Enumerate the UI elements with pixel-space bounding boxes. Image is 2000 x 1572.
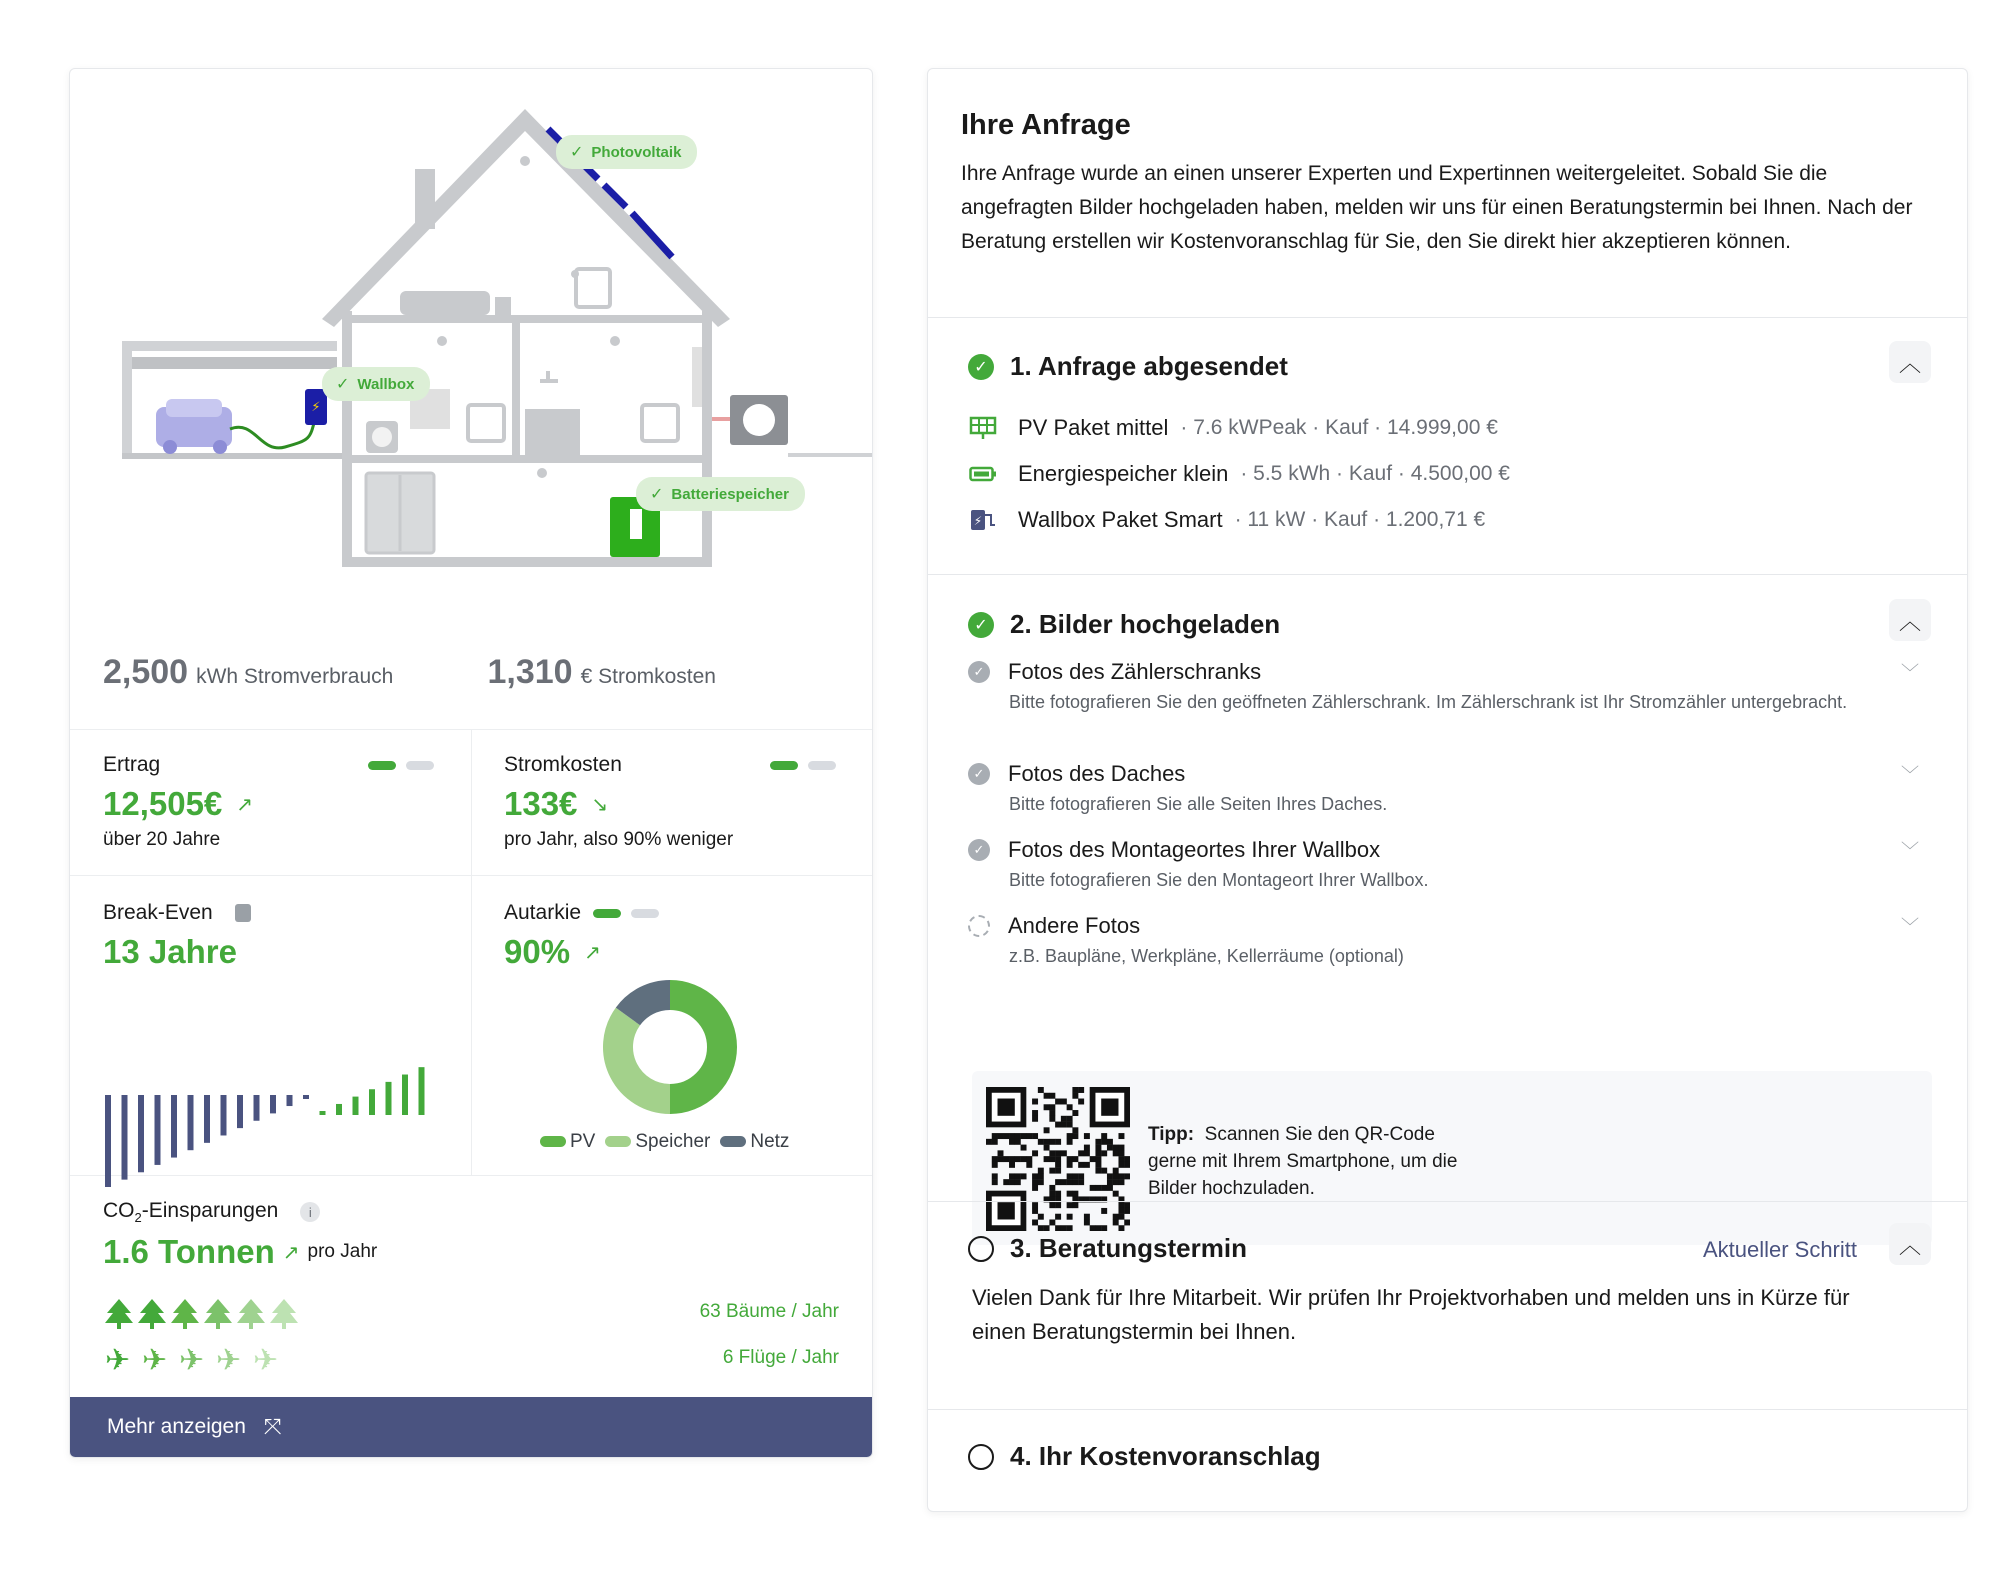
break-even-bar	[188, 1095, 194, 1150]
qr-tip-box	[972, 1071, 1932, 1245]
house-illustration	[70, 69, 873, 629]
collapse-step-1-button[interactable]	[1889, 341, 1931, 383]
stromkosten-label: Stromkosten	[504, 753, 622, 776]
savings-card	[69, 68, 873, 1458]
step-4-header[interactable]	[968, 1441, 1321, 1472]
break-even-bar	[353, 1097, 359, 1115]
empty-circle-icon	[968, 1444, 994, 1470]
break-even-bar	[386, 1082, 392, 1115]
divider	[928, 317, 1967, 318]
break-even-bar	[138, 1095, 144, 1172]
svg-text:⚡: ⚡	[311, 400, 321, 415]
photo-item-dach[interactable]	[968, 761, 1931, 818]
plane-icon: ✈	[253, 1343, 279, 1377]
stromkosten-value: 133€	[504, 785, 578, 822]
co2-per: pro Jahr	[307, 1241, 378, 1263]
check-icon: ✓	[570, 144, 584, 161]
svg-text:⚡: ⚡	[973, 514, 983, 528]
step-2-title: 2. Bilder hochgeladen	[1010, 609, 1281, 639]
step-3-header[interactable]	[968, 1233, 1247, 1264]
trend-down-icon: ↘	[591, 793, 609, 816]
step-1-title: 1. Anfrage abgesendet	[1010, 351, 1288, 381]
autarkie-legend	[540, 1131, 789, 1153]
qr-tip-text: Tipp: Scannen Sie den QR-Code gerne mit Ihrem Smartphone, um die Bilder hochzuladen.	[1148, 1124, 1458, 1199]
autarkie-value: 90%	[504, 933, 571, 970]
book-icon[interactable]	[235, 904, 251, 922]
ertrag-sub: über 20 Jahre	[103, 829, 221, 850]
usage-summary	[103, 653, 872, 713]
package-name: PV Paket mittel	[1018, 415, 1169, 440]
break-even-bar	[237, 1095, 243, 1128]
break-even-bar	[254, 1095, 260, 1121]
break-even-metric	[103, 901, 251, 971]
collapse-step-2-button[interactable]	[1889, 599, 1931, 641]
stromkosten-sub: pro Jahr, also 90% weniger	[504, 829, 734, 850]
stromkosten-toggle[interactable]	[770, 761, 836, 770]
step-1-header[interactable]	[968, 351, 1288, 382]
package-name: Wallbox Paket Smart	[1018, 507, 1223, 532]
info-icon[interactable]: i	[300, 1202, 320, 1222]
charger-icon	[968, 507, 998, 533]
trend-up-icon: ↗	[282, 1241, 300, 1264]
empty-circle-icon	[968, 1236, 994, 1262]
package-meta: · 11 kW · Kauf · 1.200,71 €	[1234, 508, 1486, 531]
divider	[471, 729, 472, 1175]
trend-up-icon: ↗	[584, 941, 601, 964]
break-even-bar	[336, 1104, 342, 1115]
chevron-down-icon[interactable]: ﹀	[1901, 663, 1919, 683]
tree-icon	[171, 1299, 199, 1329]
break-even-chart	[103, 1039, 443, 1219]
request-intro: Ihre Anfrage wurde an einen unserer Experten und Expertinnen weitergeleitet. Sobald Sie die angefragten Bilder hochgeladen haben, melden wir uns für einen Beratungstermin bei Ihnen. Nach der Beratung erstellen wir Kostenvoranschlag für Sie, den Sie direkt hier akzeptieren können.	[961, 162, 1913, 253]
legend-netz: Netz	[720, 1131, 789, 1153]
consumption-value: 2,500	[103, 653, 189, 691]
photo-item-wallbox[interactable]	[968, 837, 1931, 894]
ertrag-metric	[103, 753, 253, 851]
break-even-value: 13 Jahre	[103, 933, 237, 970]
ertrag-toggle[interactable]	[368, 761, 434, 770]
break-even-bar	[122, 1095, 128, 1180]
plane-icon: ✈	[142, 1343, 168, 1377]
step-2-header[interactable]	[968, 609, 1280, 640]
trend-up-icon: ↗	[236, 793, 254, 816]
photo-title: Fotos des Montageortes Ihrer Wallbox	[1008, 837, 1381, 862]
check-circle-icon: ✓	[968, 612, 994, 638]
autarkie-toggle[interactable]	[593, 909, 659, 918]
package-name: Energiespeicher klein	[1018, 461, 1229, 486]
cost-value: 1,310	[487, 653, 573, 691]
donut-slice-pv	[670, 995, 722, 1099]
tree-icons	[103, 1297, 303, 1331]
tree-icon	[138, 1299, 166, 1329]
autarkie-label: Autarkie	[504, 901, 582, 924]
tree-icon	[270, 1299, 298, 1329]
break-even-bar	[303, 1095, 309, 1099]
tree-icon	[204, 1299, 232, 1329]
break-even-bar	[204, 1095, 210, 1143]
battery-icon	[968, 465, 998, 483]
tree-icon	[237, 1299, 265, 1329]
package-wallbox	[968, 507, 1485, 533]
photo-title: Fotos des Zählerschranks	[1008, 659, 1262, 684]
step-4-title: 4. Ihr Kostenvoranschlag	[1010, 1441, 1321, 1471]
break-even-bar	[171, 1095, 177, 1158]
chevron-up-icon: ︿	[1898, 1232, 1921, 1258]
package-pv	[968, 415, 1498, 441]
break-even-bar	[270, 1095, 276, 1113]
ertrag-value: 12,505€	[103, 785, 223, 822]
co2-value: 1.6 Tonnen	[103, 1233, 275, 1271]
photo-title: Fotos des Daches	[1008, 761, 1186, 786]
plane-icon: ✈	[216, 1343, 242, 1377]
plane-icons	[103, 1343, 303, 1377]
photo-item-andere[interactable]	[968, 913, 1931, 970]
request-card	[927, 68, 1968, 1512]
stromkosten-metric	[504, 753, 733, 851]
house-graphic	[70, 69, 873, 629]
cost-unit: € Stromkosten	[580, 665, 716, 688]
step-3-text: Vielen Dank für Ihre Mitarbeit. Wir prüfen Ihr Projektvorhaben und melden uns in Kürze für einen Beratungstermin bei Ihnen.	[972, 1285, 1850, 1344]
check-icon: ✓	[336, 376, 350, 393]
chevron-down-icon[interactable]: ﹀	[1901, 917, 1919, 937]
break-even-bar	[155, 1095, 161, 1165]
legend-pv: PV	[540, 1131, 595, 1153]
break-even-bar	[105, 1095, 111, 1187]
break-even-bar	[287, 1095, 293, 1106]
chevron-down-icon[interactable]: ﹀	[1901, 765, 1919, 785]
photo-title: Andere Fotos	[1008, 913, 1141, 938]
co2-metric	[103, 1199, 377, 1271]
break-even-bar	[320, 1111, 326, 1115]
break-even-bar	[221, 1095, 227, 1135]
flights-per-year: 6 Flüge / Jahr	[722, 1347, 839, 1368]
donut-slice-speicher	[618, 1016, 670, 1099]
check-circle-icon: ✓	[968, 839, 990, 861]
qr-code[interactable]	[986, 1087, 1130, 1231]
break-even-bar	[419, 1067, 425, 1115]
autarkie-metric	[504, 901, 659, 971]
electricity-cost	[488, 653, 873, 713]
ertrag-label: Ertrag	[103, 753, 161, 776]
divider	[928, 1409, 1967, 1410]
co2-label: $CO_2$-Einsparungen	[103, 1199, 279, 1226]
collapse-step-3-button[interactable]	[1889, 1223, 1931, 1265]
plane-icon: ✈	[105, 1343, 131, 1377]
more-button[interactable]	[70, 1397, 873, 1457]
plane-icon: ✈	[179, 1343, 205, 1377]
photo-description: Bitte fotografieren Sie alle Seiten Ihres Daches.	[1009, 794, 1388, 814]
autarkie-donut-chart	[600, 977, 740, 1117]
donut-slice-netz	[628, 995, 670, 1016]
package-meta: · 7.6 kWPeak · Kauf · 14.999,00 €	[1180, 416, 1498, 439]
divider	[928, 574, 1967, 575]
pending-circle-icon	[968, 915, 990, 937]
tree-icon	[105, 1299, 133, 1329]
photo-item-zaehlerschrank[interactable]	[968, 659, 1931, 716]
step-3-title: 3. Beratungstermin	[1010, 1233, 1247, 1263]
batteriespeicher-label: ✓ Batteriespeicher	[636, 477, 805, 511]
trees-per-year: 63 Bäume / Jahr	[699, 1301, 839, 1322]
photo-description: Bitte fotografieren Sie den Montageort Ihrer Wallbox.	[1009, 870, 1429, 890]
current-step-badge: Aktueller Schritt	[1702, 1237, 1857, 1262]
chevron-up-icon: ︿	[1898, 608, 1921, 634]
photo-description: z.B. Baupläne, Werkpläne, Kellerräume (optional)	[1009, 946, 1404, 966]
divider	[928, 1201, 1967, 1202]
check-circle-icon: ✓	[968, 763, 990, 785]
check-circle-icon: ✓	[968, 661, 990, 683]
break-even-bar	[369, 1089, 375, 1115]
consumption	[103, 653, 488, 713]
check-icon: ✓	[650, 486, 664, 503]
more-button-label: Mehr anzeigen	[107, 1415, 246, 1438]
break-even-bar	[402, 1075, 408, 1115]
chevron-up-icon: ︿	[1898, 350, 1921, 376]
photovoltaik-label: ✓ Photovoltaik	[556, 135, 697, 169]
consumption-unit: kWh Stromverbrauch	[196, 665, 394, 688]
check-circle-icon: ✓	[968, 354, 994, 380]
request-title: Ihre Anfrage	[961, 109, 1131, 141]
wallbox-label: ✓ Wallbox	[322, 367, 430, 401]
legend-speicher: Speicher	[605, 1131, 710, 1153]
package-battery	[968, 461, 1510, 487]
package-meta: · 5.5 kWh · Kauf · 4.500,00 €	[1240, 462, 1510, 485]
photo-description: Bitte fotografieren Sie den geöffneten Zählerschrank. Im Zählerschrank ist Ihr Stromzähler untergebracht.	[1009, 692, 1848, 712]
chevron-down-icon[interactable]: ﹀	[1901, 841, 1919, 861]
expand-icon: ⤧	[263, 1414, 282, 1439]
break-even-label: Break-Even	[103, 901, 213, 924]
solar-panel-icon	[968, 416, 998, 440]
